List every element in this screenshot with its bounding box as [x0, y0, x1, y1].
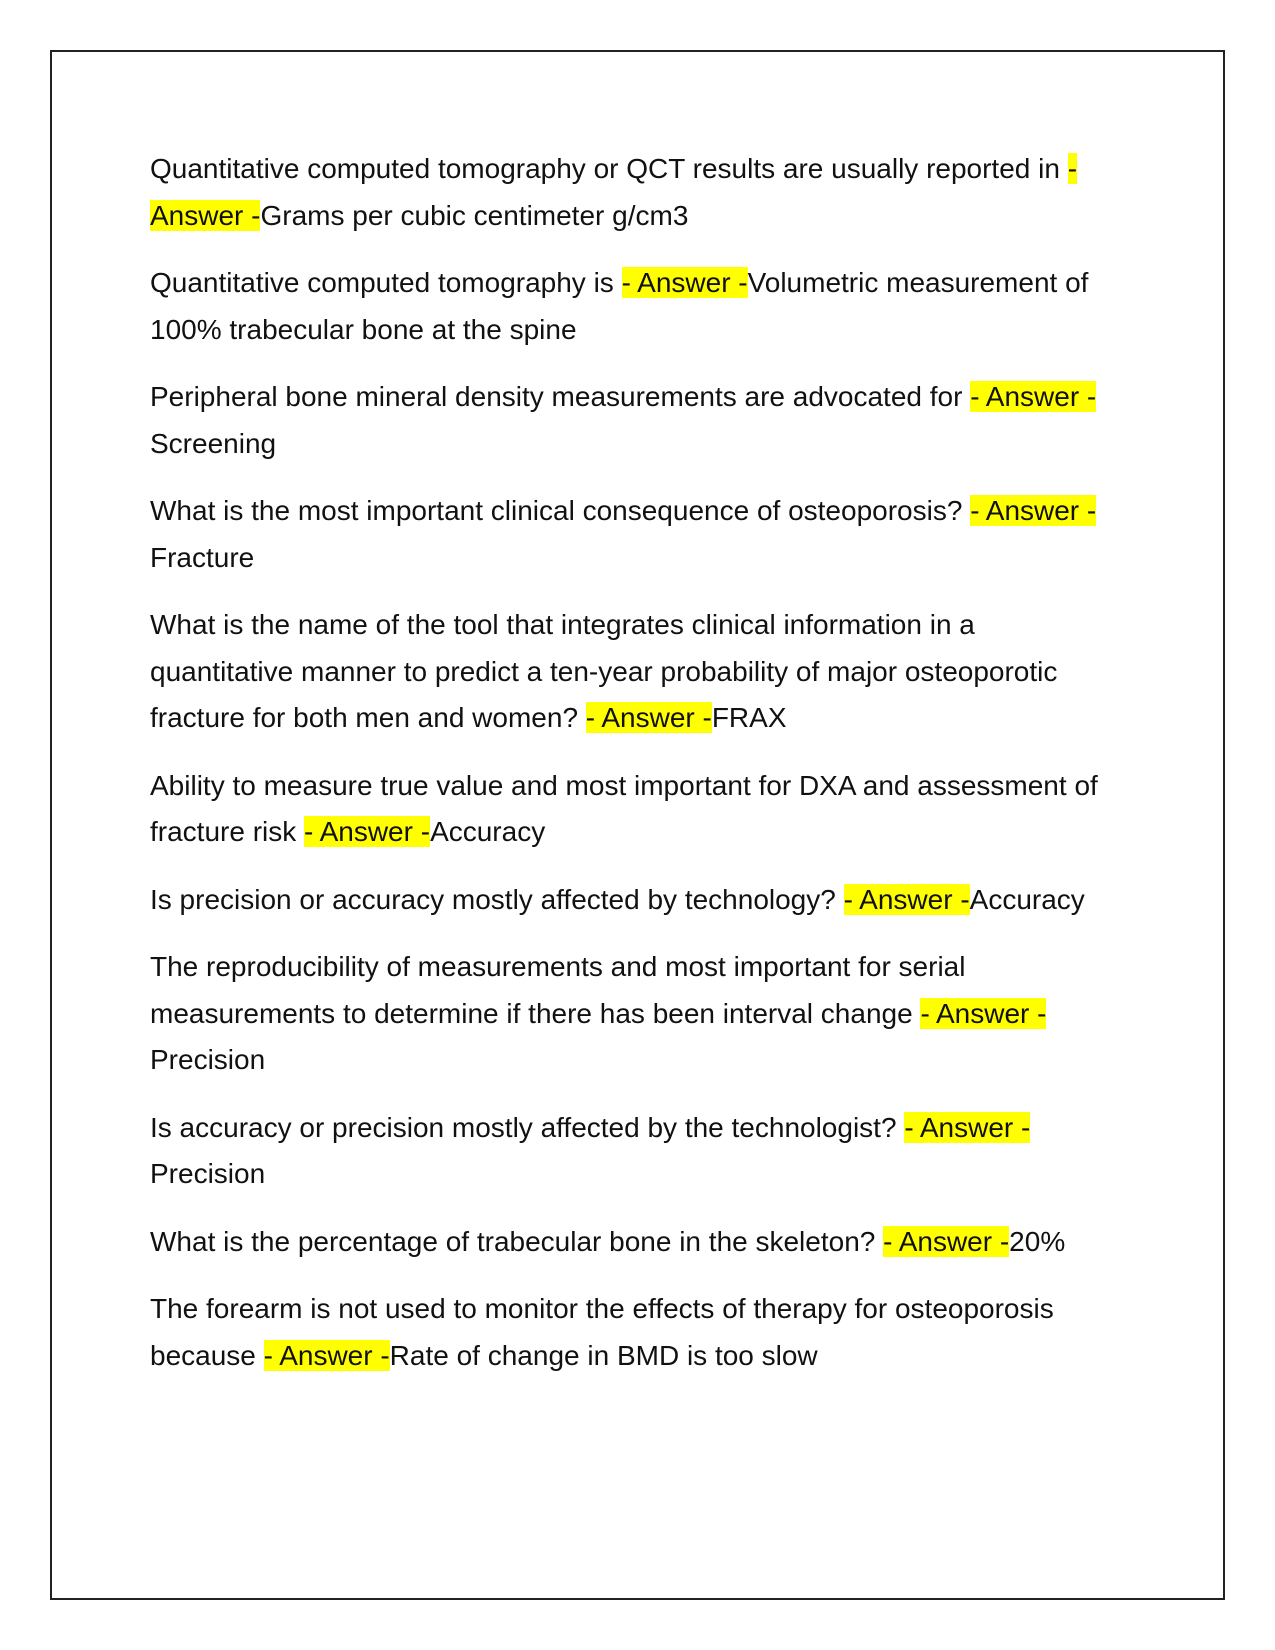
- answer-marker: - Answer -: [904, 1111, 1031, 1143]
- answer-marker: - Answer -: [585, 702, 712, 733]
- answer-text: Accuracy: [969, 883, 1085, 915]
- question-text: What is the percentage of trabecular bone in the skeleton?: [150, 1225, 884, 1257]
- answer-marker: - Answer -: [304, 816, 431, 847]
- qa-item: [150, 602, 1125, 742]
- question-text: The forearm is not used to monitor the effects of therapy for osteoporosis because: [150, 1293, 1054, 1371]
- answer-marker: - Answer -: [970, 381, 1097, 412]
- qa-item: [150, 374, 1125, 467]
- qa-item: [150, 1219, 1125, 1266]
- answer-text: Precision: [150, 1158, 266, 1189]
- question-text: Quantitative computed tomography is: [150, 267, 622, 298]
- question-text: What is the name of the tool that integrates clinical information in a quantitative manner to predict a ten-year probability of major osteoporotic fracture for both men and women?: [150, 609, 1058, 733]
- answer-marker: - Answer -: [920, 997, 1047, 1029]
- question-text: The reproducibility of measurements and most important for serial measurements to determine if there has been interval change: [150, 951, 966, 1029]
- question-text: What is the most important clinical consequence of osteoporosis?: [150, 495, 971, 526]
- answer-text: Precision: [150, 1044, 266, 1075]
- qa-item: [150, 1286, 1125, 1379]
- answer-marker: - Answer -: [150, 153, 1078, 231]
- qa-list: [150, 146, 1125, 1400]
- qa-item: [150, 763, 1125, 856]
- answer-marker: - Answer -: [970, 495, 1097, 526]
- qa-item: [150, 944, 1125, 1084]
- answer-marker: - Answer -: [883, 1225, 1010, 1257]
- answer-text: Accuracy: [430, 816, 546, 847]
- qa-item: [150, 877, 1125, 924]
- question-text: Peripheral bone mineral density measurements are advocated for: [150, 381, 971, 412]
- qa-item: [150, 146, 1125, 239]
- answer-text: Volumetric measurement of 100% trabecular bone at the spine: [150, 267, 1089, 345]
- qa-item: [150, 260, 1125, 353]
- question-text: Is accuracy or precision mostly affected by the technologist?: [150, 1111, 905, 1143]
- question-text: Is precision or accuracy mostly affected by technology?: [150, 883, 844, 915]
- answer-text: 20%: [1009, 1225, 1066, 1257]
- qa-item: [150, 488, 1125, 581]
- answer-text: FRAX: [711, 702, 787, 733]
- answer-text: Fracture: [150, 541, 255, 573]
- answer-text: Grams per cubic centimeter g/cm3: [260, 199, 689, 231]
- question-text: Ability to measure true value and most important for DXA and assessment of fracture risk: [150, 769, 1098, 847]
- answer-text: Rate of change in BMD is too slow: [389, 1339, 818, 1371]
- answer-marker: - Answer -: [843, 883, 970, 915]
- answer-text: Screening: [150, 427, 277, 459]
- answer-marker: - Answer -: [263, 1339, 390, 1371]
- question-text: Quantitative computed tomography or QCT results are usually reported in: [150, 153, 1068, 184]
- answer-marker: - Answer -: [621, 267, 748, 298]
- qa-item: [150, 1105, 1125, 1198]
